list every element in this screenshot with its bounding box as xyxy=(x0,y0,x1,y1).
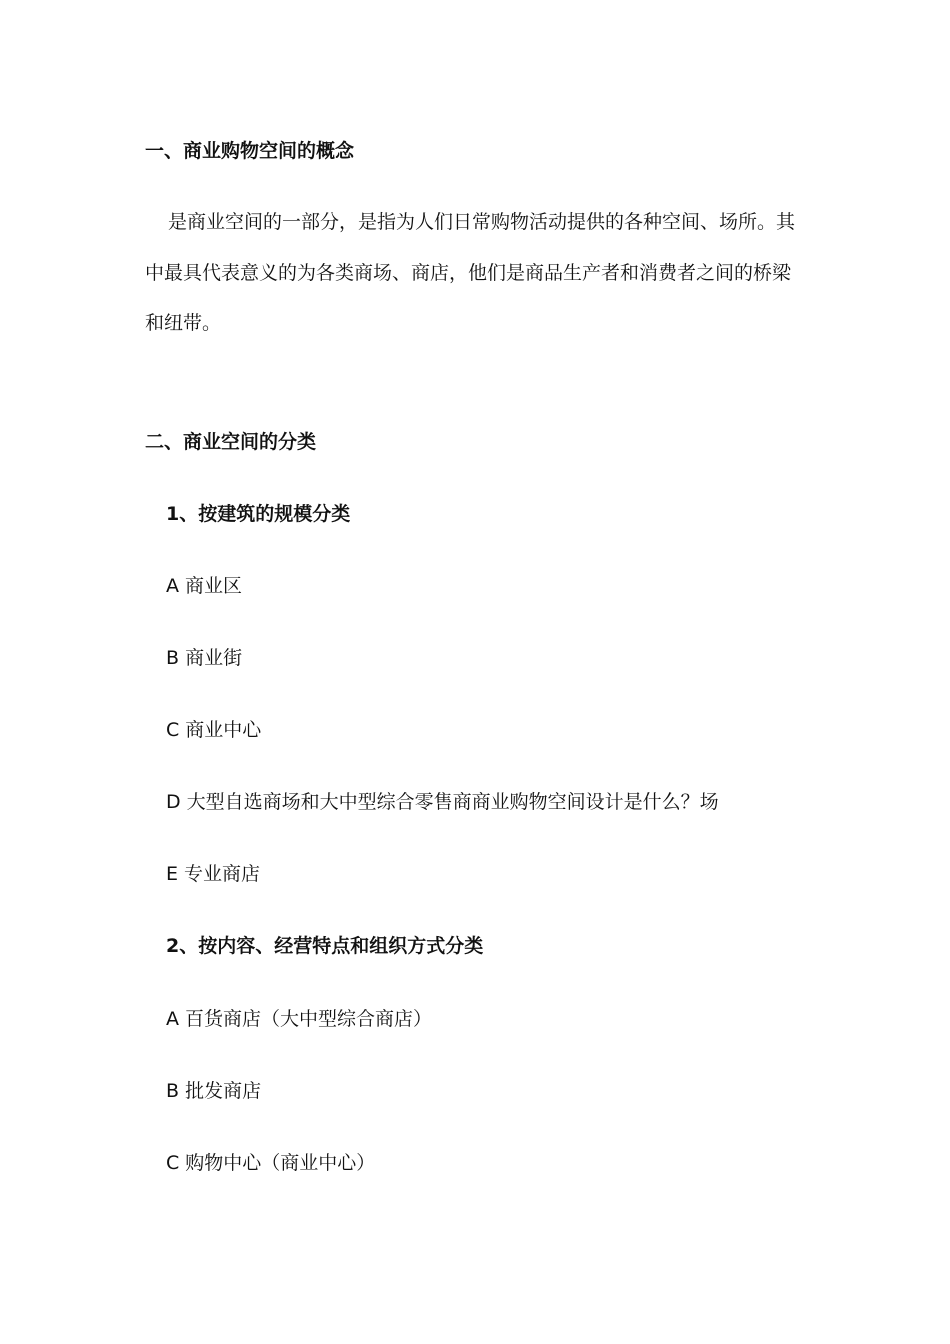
section1-paragraph-line-3: 和纽带。 xyxy=(145,312,222,334)
list-item: E 专业商店 xyxy=(166,863,261,885)
subsection1-heading: 1、按建筑的规模分类 xyxy=(166,503,351,525)
list-item: A 商业区 xyxy=(166,575,243,597)
subsection2-heading: 2、按内容、经营特点和组织方式分类 xyxy=(166,935,484,957)
section1-heading: 一、商业购物空间的概念 xyxy=(145,140,355,162)
list-item: B 批发商店 xyxy=(166,1080,262,1102)
list-item: D 大型自选商场和大中型综合零售商商业购物空间设计是什么？场 xyxy=(166,791,719,813)
list-item: A 百货商店（大中型综合商店） xyxy=(166,1008,433,1030)
list-item: B 商业街 xyxy=(166,647,243,669)
section2-heading: 二、商业空间的分类 xyxy=(145,431,317,453)
section1-paragraph-line-2: 中最具代表意义的为各类商场、商店，他们是商品生产者和消费者之间的桥梁 xyxy=(145,262,792,284)
section1-paragraph-line-1: 是商业空间的一部分，是指为人们日常购物活动提供的各种空间、场所。其 xyxy=(168,211,796,233)
list-item: C 商业中心 xyxy=(166,719,262,741)
list-item: C 购物中心（商业中心） xyxy=(166,1152,376,1174)
